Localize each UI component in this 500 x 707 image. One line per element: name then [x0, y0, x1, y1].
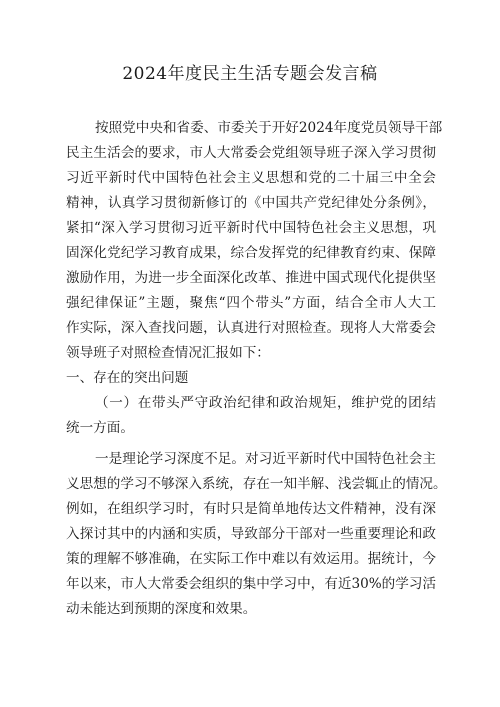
point-line: 一是理论学习深度不足。对习近平新时代中国特色社会主 — [95, 451, 436, 467]
intro-line: 民主生活会的要求，市人大常委会党组领导班子深入学习贯彻 — [66, 145, 436, 161]
subsection-paragraph — [66, 391, 436, 441]
point-paragraph — [66, 447, 447, 622]
intro-line: 习近平新时代中国特色社会主义思想和党的二十届三中全会 — [66, 170, 436, 186]
point-line: 策的理解不够准确，在实际工作中难以有效运用。据统计，今 — [66, 551, 436, 567]
section-heading: 一、存在的突出问题 — [66, 370, 189, 386]
point-line: 动未能达到预期的深度和效果。 — [66, 601, 257, 617]
intro-line: 固深化党纪学习教育成果，综合发挥党的纪律教育约束、保障 — [66, 245, 436, 261]
point-line: 例如，在组织学习时，有时只是简单地传达文件精神，没有深 — [66, 501, 436, 517]
point-line: 入探讨其中的内涵和实质，导致部分干部对一些重要理论和政 — [66, 526, 436, 542]
intro-line: 领导班子对照检查情况汇报如下： — [66, 345, 270, 361]
point-line: 义思想的学习不够深入系统，存在一知半解、浅尝辄止的情况。 — [66, 476, 447, 492]
intro-line: 强纪律保证”主题，聚焦“四个带头”方面，结合全市人大工 — [66, 295, 436, 311]
document-body — [66, 116, 447, 622]
intro-paragraph — [66, 116, 443, 366]
intro-line: 精神，认真学习贯彻新修订的《中国共产党纪律处分条例》， — [66, 195, 436, 211]
intro-line: 紧扣“深入学习贯彻习近平新时代中国特色社会主义思想，巩 — [66, 220, 436, 236]
intro-line: 激励作用，为进一步全面深化改革、推进中国式现代化提供坚 — [66, 270, 436, 286]
subsection-line: 统一方面。 — [66, 420, 134, 436]
subsection-line: （一）在带头严守政治纪律和政治规矩，维护党的团结 — [95, 395, 436, 411]
intro-line: 按照党中央和省委、市委关于开好2024年度党员领导干部 — [95, 120, 443, 136]
point-line: 年以来，市人大常委会组织的集中学习中，有近30%的学习活 — [66, 576, 437, 592]
intro-line: 作实际，深入查找问题，认真进行对照检查。现将人大常委会 — [66, 320, 436, 336]
document-title: 2024年度民主生活专题会发言稿 — [122, 64, 378, 84]
